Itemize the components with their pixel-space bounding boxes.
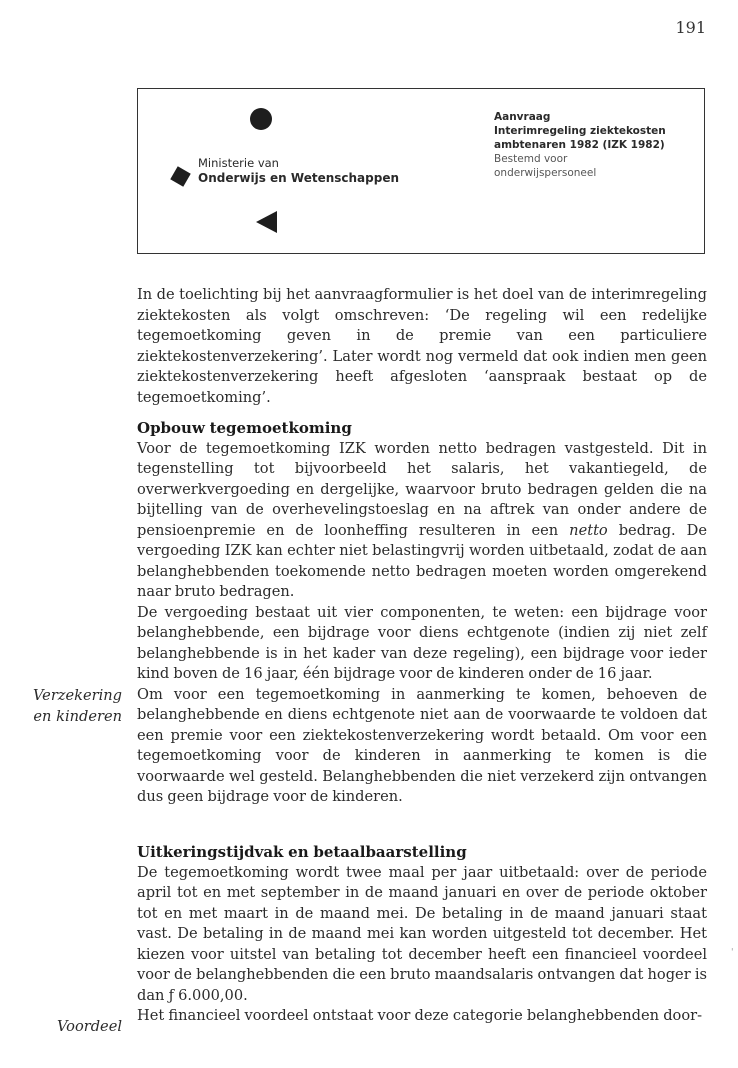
paragraph: De vergoeding bestaat uit vier componenten, te weten: een bijdrage voor belanghebbende, een bijdrage voor diens echtgenote (indien zij niet zelf belanghebbende is in het kader van deze regeling), een bijdrage voor ieder kind boven de 16 jaar, één bijdrage voor de kinderen onder de 16 jaar. <box>137 603 707 682</box>
form-info-line: Aanvraag <box>494 111 551 123</box>
intro-paragraph: In de toelichting bij het aanvraagformulier is het doel van de interimregeling ziektekosten als volgt omschreven: ‘De regeling wil een redelijke tegemoetkoming geven in de premie van een particuliere ziektekostenverzekering’. Later wordt nog vermeld dat ook indien men geen ziektekostenverzekering heeft afgesloten ‘aanspraak bestaat op de tegemoetkoming’. <box>137 286 707 406</box>
form-info <box>494 110 666 180</box>
section-opbouw <box>137 418 707 808</box>
paragraph-last-line: Het financieel voordeel ontstaat voor deze categorie belanghebbenden door- <box>137 1007 703 1024</box>
logo-circle-icon <box>250 108 272 130</box>
paragraph <box>137 439 707 603</box>
paragraph: Om voor een tegemoetkoming in aanmerking te komen, behoeven de belanghebbende en diens echtgenote niet aan de voorwaarde te voldoen dat een premie voor een ziektekostenverzekering wordt betaald. Om voor een tegemoetkoming voor de kinderen in aanmerking te komen is die voorwaarde wel gesteld. Belanghebbenden die niet verzekerd zijn ontvangen dus geen bijdrage voor de kinderen. <box>137 685 707 805</box>
ministry-line2: Onderwijs en Wetenschappen <box>198 171 400 185</box>
margin-note-line: Verzekering <box>32 687 122 704</box>
intro-block <box>137 285 707 408</box>
page-number: 191 <box>675 18 706 37</box>
ministry-line1: Ministerie van <box>198 156 279 170</box>
form-info-line: onderwijspersoneel <box>494 167 597 179</box>
logo-triangle-icon <box>256 211 277 233</box>
text-run: bedrag. De vergoeding IZK kan echter niet belastingvrij worden uitbetaald, zodat de aan belanghebbenden toekomende netto bedragen moeten worden omgerekend naar bruto bedragen. <box>137 521 708 600</box>
form-info-line: ambtenaren 1982 (IZK 1982) <box>494 139 665 151</box>
ministry-label <box>198 156 399 186</box>
paragraph: De tegemoetkoming wordt twee maal per jaar uitbetaald: over de periode april tot en met september in de maand januari en over de periode oktober tot en met maart in de maand mei. De betaling in de maand januari staat vast. De betaling in de maand mei kan worden uitgesteld tot december. Het kiezen voor uitstel van betaling tot december heeft een financieel voordeel voor de belanghebbenden die een bruto maandsalaris ontvangen dat hoger is dan ƒ 6.000,00. <box>137 863 707 1004</box>
stray-mark: ' <box>731 948 734 958</box>
section-uitkering <box>137 842 707 1027</box>
logo-diamond-icon <box>170 166 190 186</box>
margin-note-verzekering <box>33 686 122 727</box>
form-info-line: Bestemd voor <box>494 153 568 165</box>
margin-note-voordeel: Voordeel <box>56 1018 122 1035</box>
margin-note-line: en kinderen <box>33 707 122 725</box>
form-info-line: Interimregeling ziektekosten <box>494 125 666 137</box>
section-heading: Uitkeringstijdvak en betaalbaarstelling <box>137 843 467 861</box>
text-run: Voor de tegemoetkoming IZK worden netto bedragen vastgesteld. Dit in tegenstelling tot bijvoorbeeld het salaris, het vakantiegeld, de overwerkvergoeding en dergelijke, waarvoor bruto bedragen gelden die na bijtelling van de overhevelingstoeslag en na aftrek van onder andere de pensioenpremie en de loonheffing resulteren in een <box>137 439 707 539</box>
form-header-box <box>137 88 705 254</box>
section-heading: Opbouw tegemoetkoming <box>137 419 352 437</box>
emphasis-netto: netto <box>569 521 608 539</box>
